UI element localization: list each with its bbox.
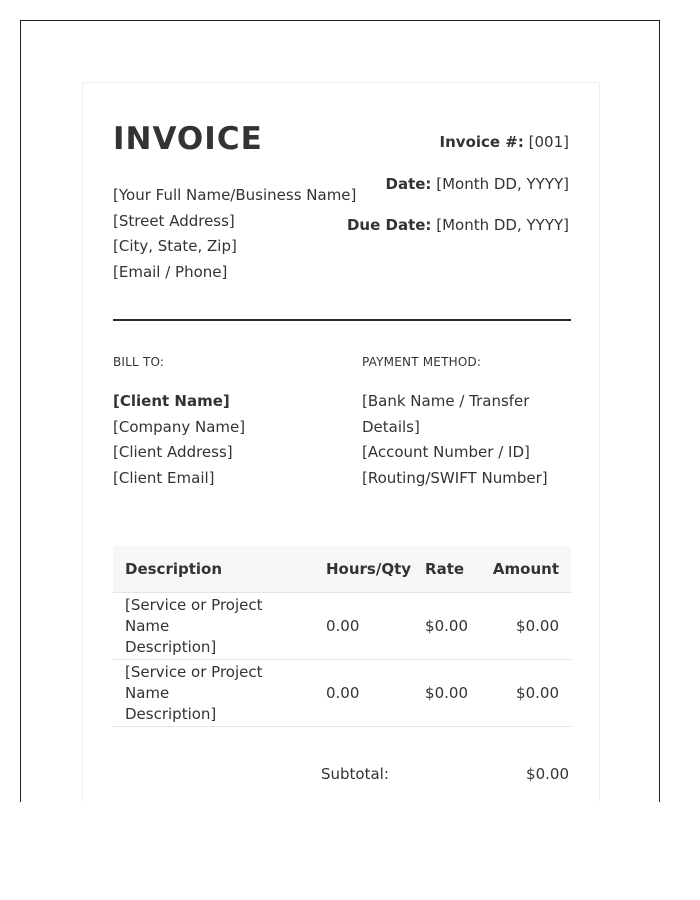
payment-account: [Account Number / ID] <box>362 443 530 461</box>
payment-method-label: PAYMENT METHOD: <box>362 355 482 369</box>
item-description <box>113 593 318 660</box>
client-email: [Client Email] <box>113 468 215 487</box>
bill-to-label: BILL TO: <box>113 355 165 369</box>
line-items-table <box>113 546 571 727</box>
header-divider <box>113 319 571 321</box>
item-amount: $0.00 <box>475 660 571 727</box>
client-name: [Client Name] <box>113 392 230 410</box>
invoice-due-date <box>347 216 569 234</box>
item-description-line1: [Service or Project Name <box>125 595 263 635</box>
invoice-due-value: [Month DD, YYYY] <box>436 216 569 234</box>
header-description: Description <box>113 546 318 593</box>
sender-details <box>113 183 356 285</box>
payment-bank-line2: Details] <box>362 417 420 436</box>
table-row <box>113 593 571 660</box>
header-hours-qty: Hours/Qty <box>318 546 411 593</box>
item-qty: 0.00 <box>318 593 411 660</box>
client-company: [Company Name] <box>113 417 246 436</box>
invoice-number-label: Invoice #: <box>439 133 524 151</box>
invoice-date <box>386 175 569 193</box>
invoice-sheet <box>82 82 600 802</box>
item-description-line1: [Service or Project Name <box>125 662 263 702</box>
client-address: [Client Address] <box>113 443 233 461</box>
sender-street: [Street Address] <box>113 211 235 230</box>
item-qty: 0.00 <box>318 660 411 727</box>
item-rate: $0.00 <box>411 660 475 727</box>
item-description <box>113 660 318 727</box>
payment-routing: [Routing/SWIFT Number] <box>362 468 548 487</box>
item-description-line2: Description] <box>125 637 217 656</box>
sender-name: [Your Full Name/Business Name] <box>113 186 357 204</box>
invoice-title: INVOICE <box>113 121 263 157</box>
invoice-date-label: Date: <box>385 175 432 193</box>
item-amount: $0.00 <box>475 593 571 660</box>
table-row <box>113 660 571 727</box>
header-rate: Rate <box>411 546 475 593</box>
payment-method-details <box>362 389 548 491</box>
invoice-date-value: [Month DD, YYYY] <box>436 175 569 193</box>
table-header-row <box>113 546 571 593</box>
payment-bank-line1: [Bank Name / Transfer <box>362 392 530 410</box>
subtotal-value: $0.00 <box>526 765 569 783</box>
header-amount: Amount <box>475 546 571 593</box>
bill-to-details <box>113 389 245 491</box>
invoice-number-value: [001] <box>528 133 569 151</box>
item-rate: $0.00 <box>411 593 475 660</box>
sender-contact: [Email / Phone] <box>113 262 228 281</box>
item-description-line2: Description] <box>125 704 217 723</box>
subtotal-label: Subtotal: <box>321 765 389 783</box>
invoice-number <box>440 133 569 151</box>
sender-city: [City, State, Zip] <box>113 237 237 255</box>
document-frame <box>20 20 660 802</box>
invoice-due-label: Due Date: <box>346 216 432 234</box>
